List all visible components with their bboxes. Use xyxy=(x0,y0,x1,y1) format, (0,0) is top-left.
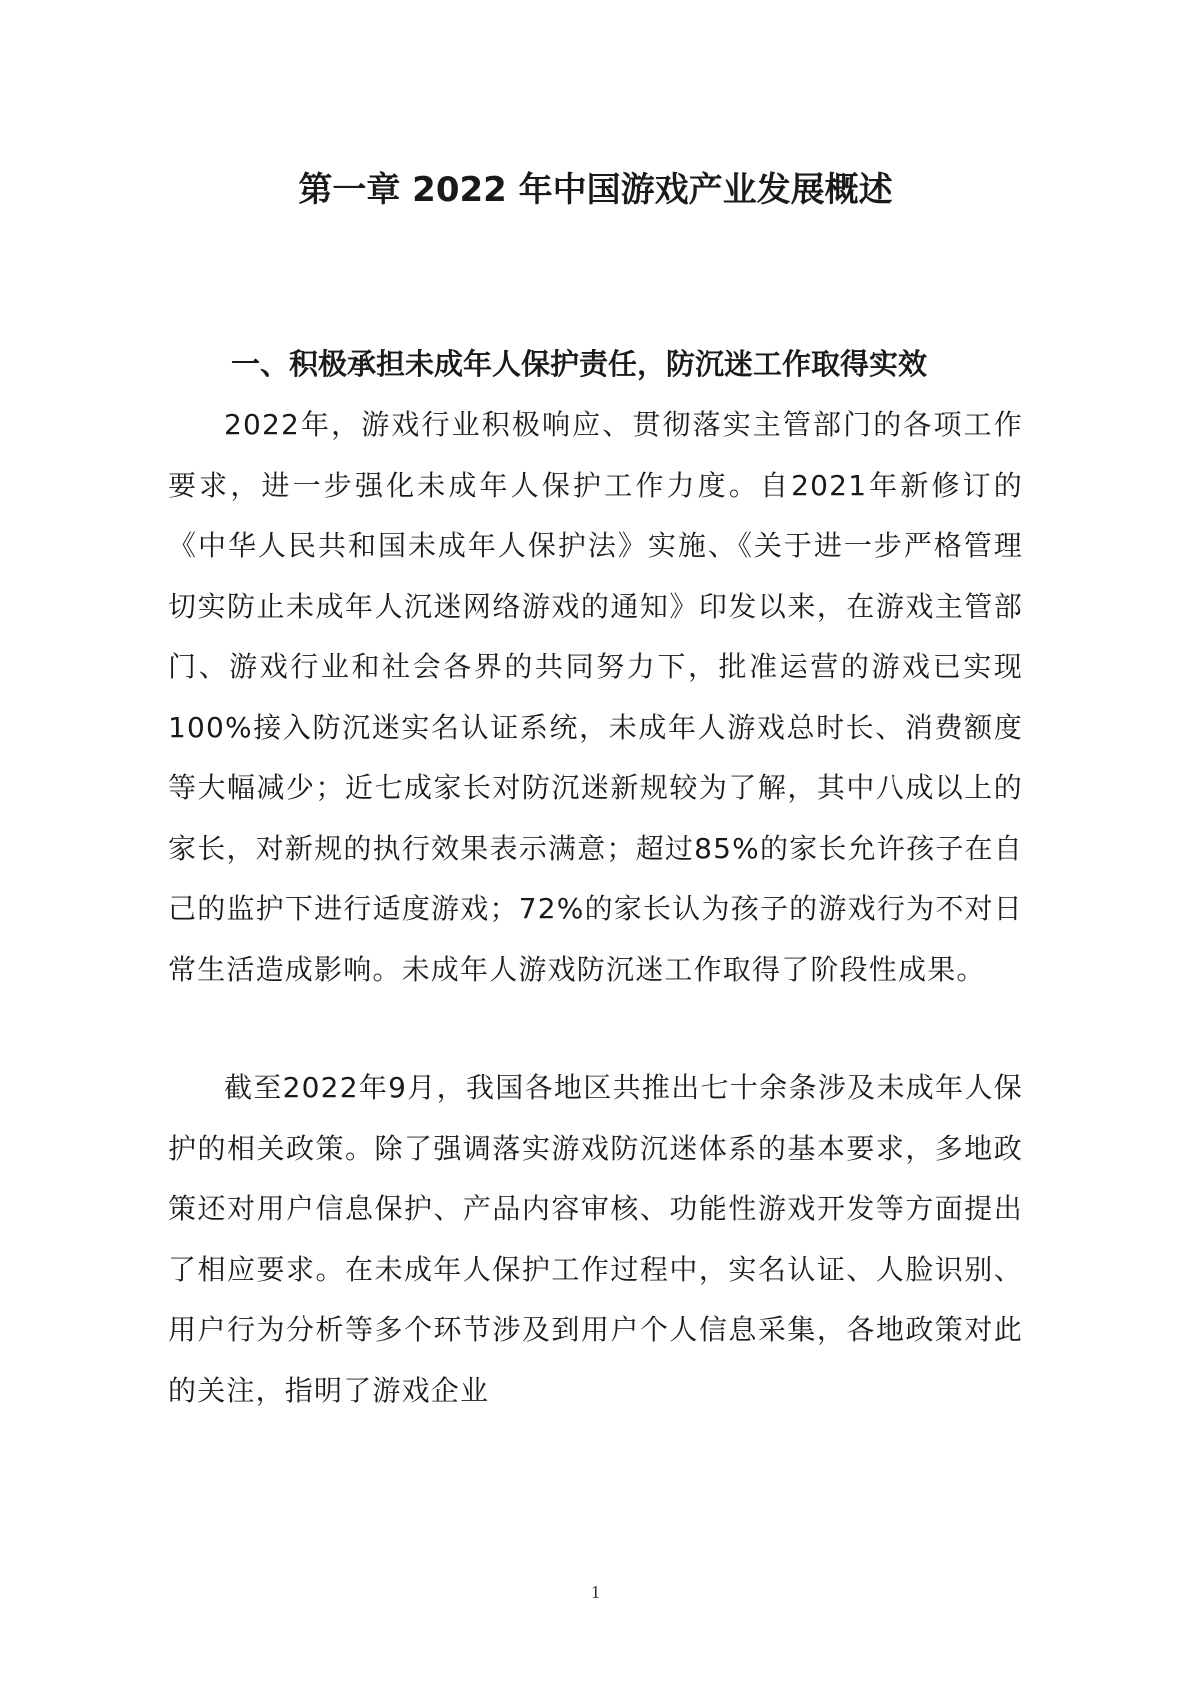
section-heading: 一、积极承担未成年人保护责任，防沉迷工作取得实效 xyxy=(231,347,928,381)
page-number: 1 xyxy=(591,1582,600,1602)
body-paragraph: 2022年，游戏行业积极响应、贯彻落实主管部门的各项工作要求，进一步强化未成年人保护工作力度。自2021年新修订的《中华人民共和国未成年人保护法》实施、《关于进一步严格管理 切实防止未成年人沉迷网络游戏的通知》印发以来，在游戏主管部门、游戏行业和社会各界的共同努力下，批准运营的游戏已实现100%接入防沉迷实名认证系统，未成年人游戏总时长、消费额度等大幅减少；近七成家长对防沉迷新规较为了解，其中八成以上的家长，对新规的执行效果表示满意；超过85%的家长允许孩子在自己的监护下进行适度游戏；72%的家长认为孩子的游戏行为不对日常生活造成影响。未成年人游戏防沉迷工作取得了阶段性成果。 xyxy=(168,408,1023,986)
body-paragraph: 截至2022年9月，我国各地区共推出七十余条涉及未成年人保护的相关政策。除了强调落实游戏防沉迷体系的基本要求，多地政策还对用户信息保护、产品内容审核、功能性游戏开发等方面提出了相应要求。在未成年人保护工作过程中，实名认证、人脸识别、用户行为分析等多个环节涉及到用户个人信息采集，各地政策对此的关注，指明了游戏企业 xyxy=(168,1071,1023,1407)
chapter-title: 第一章 2022 年中国游戏产业发展概述 xyxy=(298,170,893,210)
